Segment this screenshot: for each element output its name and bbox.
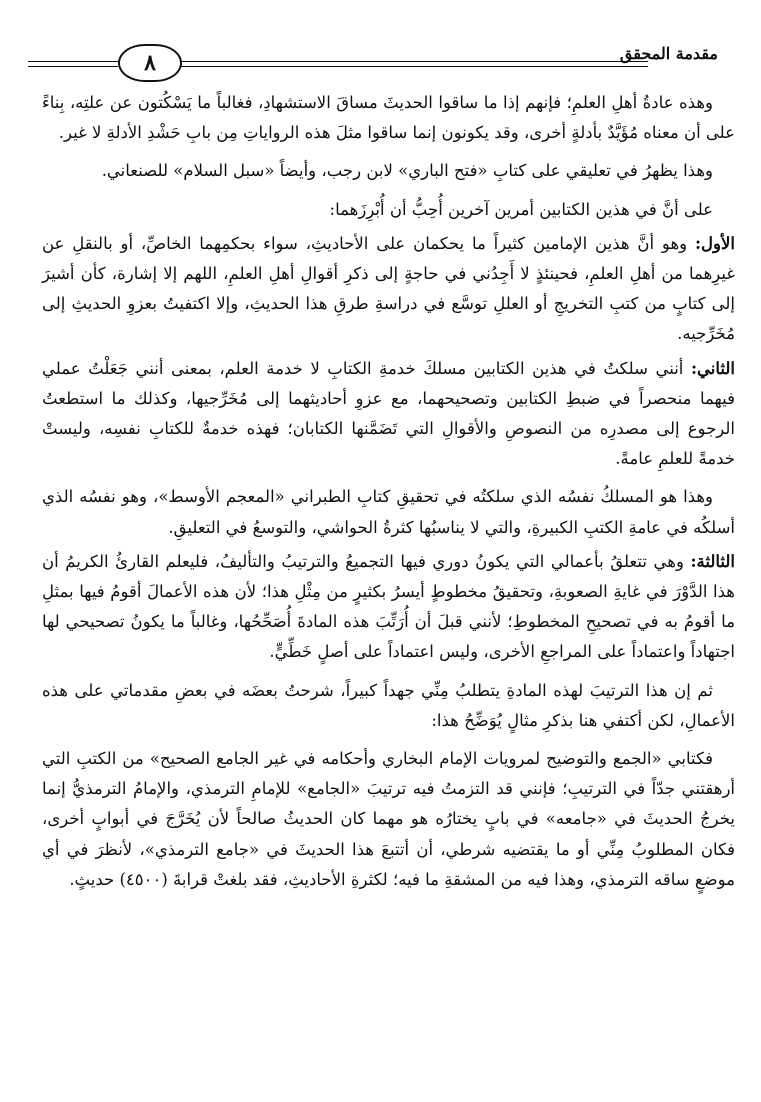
paragraph-text: وهذا هو المسلكُ نفسُه الذي سلكتُه في تحقيقِ كتابِ الطبراني «المعجم الأوسط»، وهو نفسُه الذي أسلكُه في عامةِ الكتبِ الكبيرةِ، والتي لا يناسبُها كثرةُ الحواشي، والتوسعُ في التعليقِ. — [42, 487, 735, 537]
body-text — [42, 88, 735, 899]
paragraph-lead: الثاني: — [690, 358, 735, 378]
running-title: مقدمة المحقق — [619, 44, 718, 63]
paragraph — [42, 676, 735, 736]
paragraph-text: أنني سلكتُ في هذين الكتابين مسلكَ خدمةِ الكتابِ لا خدمة العلم، بمعنى أنني جَعَلْتُ عملي فيهما منحصراً في ضبطِ الكتابين وتصحيحهما، مع عزوِ أحاديثهما إلى مُخَرِّجيها، وكذلك ما استطعتُ الرجوع إلى مصدرِه من النصوصِ والأقوالِ التي تَضَمَّنها الكتابان؛ فهذه خدمةٌ للكتابِ نفسِه، وليستْ خدمةً للعلمِ عامةً. — [42, 358, 735, 469]
paragraph-text: وهي تتعلقُ بأعمالي التي يكونُ دوري فيها التجميعُ والترتيبُ والتأليفُ، فليعلم القارئُ الكريمُ أن هذا الدَّوْرَ في غايةِ الصعوبةِ، وتحقيقُ مخطوطٍ أيسرُ بكثيرٍ من مِثْلِ هذا؛ لأن هذه الأعمالَ أقومُ فيها بمثلِ ما أقومُ به في تصحيحِ المخطوطِ؛ لأنني قبلَ أن أُرَتِّبَ هذه المادةَ أُصَحِّحُها، وغالباً ما يكونُ تصحيحي لها اجتهاداً واعتماداً على المراجعِ الأخرى، وليس اعتماداً على أصلٍ خَطِّيٍّ. — [42, 551, 735, 662]
paragraph-text: على أنَّ في هذين الكتابين أمرين آخرين أُحِبُّ أن أُبْرِزَهما: — [329, 199, 713, 219]
paragraph — [42, 744, 735, 895]
paragraph-text: فكتابي «الجمع والتوضيح لمرويات الإمام البخاري وأحكامه في غير الجامع الصحيح» من الكتبِ التي أرهقتني جدّاً في الترتيبِ؛ فإنني قد التزمتُ فيه ترتيبَ «الجامع» للإمامِ الترمذي، والإمامُ الترمذيُّ إنما يخرجُ الحديثَ في «جامعه» في بابٍ يختارُه هو مهما كان الحديثُ صالحاً لأن يُخَرَّجَ في أبوابٍ أخرى، فكان المطلوبُ مِنِّي أو ما يقتضيه شرطي، أن أتتبعَ هذا الحديثَ في «جامع الترمذي»، لأنظرَ في أي موضعٍ ساقه الترمذي، وهذا فيه من المشقةِ ما فيه؛ لكثرةِ الأحاديثِ، فقد بلغتْ قرابةَ (٤٥٠٠) حديثٍ. — [42, 749, 735, 889]
paragraph-text: ثم إن هذا الترتيبَ لهذه المادةِ يتطلبُ مِنِّي جهداً كبيراً، شرحتُ بعضَه في بعضِ مقدماتي على هذه الأعمالِ، لكن أكتفي هنا بذكرِ مثالٍ يُوَضِّحُ هذا: — [42, 680, 735, 730]
paragraph — [42, 229, 735, 350]
page-number: ٨ — [118, 44, 182, 82]
paragraph — [42, 354, 735, 475]
paragraph — [42, 156, 735, 186]
paragraph — [42, 547, 735, 668]
header-rule — [178, 61, 648, 62]
paragraph-text: وهذه عادةُ أهلِ العلمِ؛ فإنهم إذا ما ساقوا الحديثَ مساقَ الاستشهادِ، فغالباً ما يَسْكُتون عن علتِه، بِناءً على أن معناه مُؤَيَّدٌ بأدلةٍ أخرى، وقد يكونون إنما ساقوا مثلَ هذه الرواياتِ مِن بابِ حَشْدِ الأدلةِ لا غير. — [42, 93, 735, 143]
header-rule — [178, 66, 648, 67]
header-rule — [28, 66, 118, 67]
paragraph-text: وهذا يظهرُ في تعليقي على كتابِ «فتح الباري» لابن رجب، وأيضاً «سبل السلام» للصنعاني. — [101, 161, 713, 181]
page-header — [28, 38, 718, 78]
paragraph — [42, 88, 735, 148]
header-rule — [28, 61, 118, 62]
paragraph-text: وهو أنَّ هذين الإمامين كثيراً ما يحكمان على الأحاديثِ، سواء بحكمِهما الخاصِّ، أو بالنقلِ عن غيرِهما من أهلِ العلمِ، فحينئذٍ لا أَجِدُني في حاجةٍ إلى ذكرِ أقوالِ أهلِ العلمِ، اللهم إلا إشارة، كأن أشيرَ إلى كتابٍ من كتبِ التخريجِ أو العللِ توسَّع في دراسةِ طرقِ هذا الحديثِ، وإلا اكتفيتُ بعزوِ الحديثِ إلى مُخَرِّجيه. — [42, 233, 735, 344]
paragraph — [42, 482, 735, 542]
paragraph-lead: الثالثة: — [690, 551, 735, 571]
paragraph-lead: الأول: — [694, 233, 735, 253]
paragraph — [42, 195, 735, 225]
